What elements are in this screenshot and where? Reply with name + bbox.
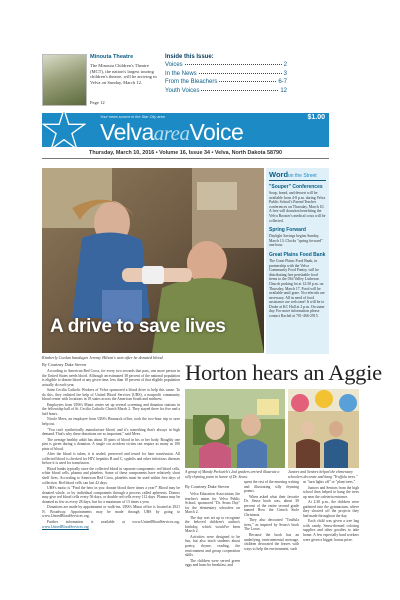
lead-article-body — [42, 369, 180, 594]
inside-item[interactable] — [165, 71, 287, 80]
aggie-photo-1 — [185, 389, 285, 468]
paragraph: When asked what their favorite Dr. Seuss book was, about 30 percent of the entire second grade named How the Grinch Stole Christmas. — [244, 494, 299, 517]
paragraph: Nicole Mees, an employee from UBS's Bismarck office, took the two-hour trip to save help out. — [42, 417, 180, 427]
paragraph: "You can't synthetically manufacture blood, and it's something that's always in high demand. That's why these donations are so important," said Mees. — [42, 427, 180, 437]
paragraph: Because the book has an underlying environmental message, children decorated the leaves with ways to help the environment, such — [244, 533, 299, 551]
aggie-col-2 — [244, 480, 299, 594]
truffula-trees-photo — [288, 389, 359, 468]
aggie-photo-2 — [288, 389, 359, 468]
sidebar-heading-word: Word — [269, 170, 289, 179]
word-on-the-street — [266, 168, 329, 354]
paragraph-text: Further information is available at www.UnitedBloodServices.org. — [47, 519, 180, 524]
inside-item-label: In the News — [165, 70, 197, 77]
title-velva: Velva — [100, 119, 154, 145]
paragraph: After the blood is taken, it is sealed, preserved and tested for later transfusion. All collected blood is checked for HIV, hepatitis B and C, syphilis and other infectious diseases before it is used for transfusion. — [42, 452, 180, 466]
masthead-title — [100, 119, 243, 146]
paragraph: They also decorated "Truffula trees," as inspired by Seuss's book The Lorax. — [244, 518, 299, 532]
aggie-caption-1: A group of Mandy Peckwich's 2nd graders arrived illustrate a silly rhyming poem in honor of Dr. Seuss. — [185, 470, 280, 479]
inside-item[interactable] — [165, 88, 287, 97]
aggie-caption-2: Juniors and Seniors helped the elementary schoolers decorate and hang "Truffula trees." — [288, 470, 358, 479]
paragraph: UBS's motto is "Find the hero in you: donate blood three times a year!" Blood may be donated whole, or by individual components through a process called apheresis. Donors may give red blood cells every 56 days, or double red cells every 112 days. Plasma may be donated as few as every 28 days, but for a maximum of 13 times a year. — [42, 486, 180, 504]
paragraph: Saint Cecilia Catholic Workers of Velva sponsored a blood drive to help this cause. To do this, they enlisted the help of United Blood Services (UBS), a nonprofit community blood center with locations in 18 states across the American South and midwest. — [42, 388, 180, 402]
paragraph: as "turn lights off" or "plant trees." — [303, 480, 356, 484]
inside-item-page: 2 — [283, 62, 287, 68]
paragraph: The average healthy adult has about 10 pints of blood in his or her body. Roughly one pint is given during a donation. A single car accident victim can require as many as 100 pints of blood. — [42, 437, 180, 451]
aggie-headline: Horton hears an Aggie — [185, 360, 382, 385]
masthead-price: $1.00 — [307, 114, 325, 121]
paragraph: The day was set up to recognize the beloved children's author's birthday, which would've been March 2. — [185, 515, 240, 534]
teaser-photo — [42, 54, 87, 106]
sidebar-item-title: Great Plains Food Bank — [269, 251, 326, 258]
sidebar-item — [269, 252, 326, 319]
sidebar-heading-rest: on the Street — [288, 173, 317, 179]
paragraph: Each child was given a tree bag with candy, Seuss-themed coloring supplies and other goodies to take home. A few especially hard workers were given a bigger, bonus prize. — [303, 519, 359, 542]
aggie-col-1 — [185, 492, 240, 594]
sidebar-item — [269, 184, 326, 223]
paragraph: The children were served green eggs and ham for breakfast, and — [185, 558, 240, 568]
divider — [42, 158, 329, 159]
title-voice: Voice — [189, 119, 244, 145]
inside-item-page: 3 — [283, 70, 287, 77]
sidebar-item-text: Daylight Savings begins Sunday, March 13. Clocks "spring forward" one hour. — [269, 234, 323, 248]
sidebar-item — [269, 227, 326, 248]
aggie-col-3 — [303, 480, 359, 594]
inside-item[interactable] — [165, 79, 287, 88]
inside-item[interactable] — [165, 62, 287, 71]
inside-title: Inside this Issue: — [165, 54, 214, 60]
sidebar-item-title: "Souper" Conferences — [269, 184, 323, 190]
students-photo — [185, 389, 285, 468]
inside-this-issue — [165, 54, 287, 108]
sidebar-heading — [269, 170, 326, 181]
inside-item-page: 12 — [280, 87, 287, 94]
paragraph: At 2:30 p.m., the children were gathered into the gymnasium, where they showed off the projects they had made throughout the day. — [303, 500, 359, 518]
lead-byline: By Courtney Duke Steven — [42, 362, 87, 367]
paragraph: Juniors and Seniors from the high school then helped to hang the trees up near the cafeteria entrance. — [303, 485, 359, 499]
sidebar-item-text: The Great Plains Food Bank, in partnership with the Velva Community Food Pantry, will be distributing free perishable food items to the Old Valley Lutheran Church parking lot at 12:30 p.m. on Thursday, March 17. Food will be available until gone. No referrals are necessary. All in need of food assistance are welcome! It will be to Drake at KC Hall at 2 p.m. On same day. For more information please contact Rachel at 701-466-2915. — [269, 258, 325, 319]
paragraph: According to American Red Cross, for every two seconds that pass, one more person in the United States needs blood. Although an estimated 38 percent of the national population is eligible to donate blood at any given time, less than 10 percent of that eligible population actually do each year. — [42, 369, 180, 387]
title-area: area — [153, 121, 190, 145]
paragraph: Employees from UBS's Minot center set up several screening and donation stations in the fellowship hall of St. Cecilia Catholic Church March 2. They stayed there for five and a half hours. — [42, 402, 180, 416]
paragraph: spent the rest of the morning writing and illustrating silly rhyming poems. — [244, 480, 299, 494]
paragraph: Activities were designed to be fun, but also teach students about poetry, rhyme, reading, the environment and group cooperation skills. — [185, 534, 240, 558]
sidebar-item-title: Spring Forward — [269, 227, 306, 234]
dateline: Thursday, March 10, 2016 • Volume 16, Issue 34 • Velva, North Dakota 58790 — [89, 150, 282, 156]
lead-headline: A drive to save lives — [50, 316, 226, 337]
sidebar-item-text: Soup, bread, and dessert will be available from 4-8 p.m. during Velva Public School's Parent/Teacher conferences on Thursday, March 10. A free will donation benefiting the Velva Booster's medical costs will be collected. — [269, 191, 326, 223]
ubs-link[interactable]: www.UnitedBloodServices.org — [42, 524, 89, 529]
aggie-byline: By Courtney Duke Steven — [185, 484, 230, 489]
inside-item-label: Voices — [165, 62, 183, 68]
inside-item-page: 6-7 — [278, 79, 287, 86]
paragraph: Velva Education Association, the teacher's union for Velva Public School, sponsored "Dr. Seuss Day" for the elementary schoolers on March 2. — [185, 492, 240, 515]
inside-item-label: From the Bleachers — [165, 79, 218, 86]
paragraph: Blood banks typically store the collected blood in separate components: red blood cells, white blood cells, plasma and platelets. Some of these components have relatively short shelf lives. According to American Red Cross, platelets must be used within five days of collection. Red blood cells can last 42 days. — [42, 466, 180, 485]
teaser-text: The Minouta Children's Theatre (MCT), the nation's largest touring children's theatre, will be arriving in Velva on Sunday, March 12. — [90, 63, 157, 85]
teaser-page: Page 12 — [90, 100, 105, 105]
inside-item-label: Youth Voices — [165, 87, 200, 94]
paragraph — [42, 520, 180, 529]
lead-photo-caption: Kimberly Conlan bandages Jeremy Hilson's arm after he donated blood. — [42, 355, 164, 360]
teaser-title: Minouta Theatre — [90, 54, 134, 60]
masthead-tagline: Your news source in the Star City area — [100, 115, 165, 119]
paragraph: Donations are made by appointment or walk-ins. UBS's Minot office is located at 2921 N. Broadway. Appointments may be made through UBS by going to www.UnitedBloodServices.org. — [42, 505, 180, 519]
star-logo-icon — [42, 108, 86, 152]
